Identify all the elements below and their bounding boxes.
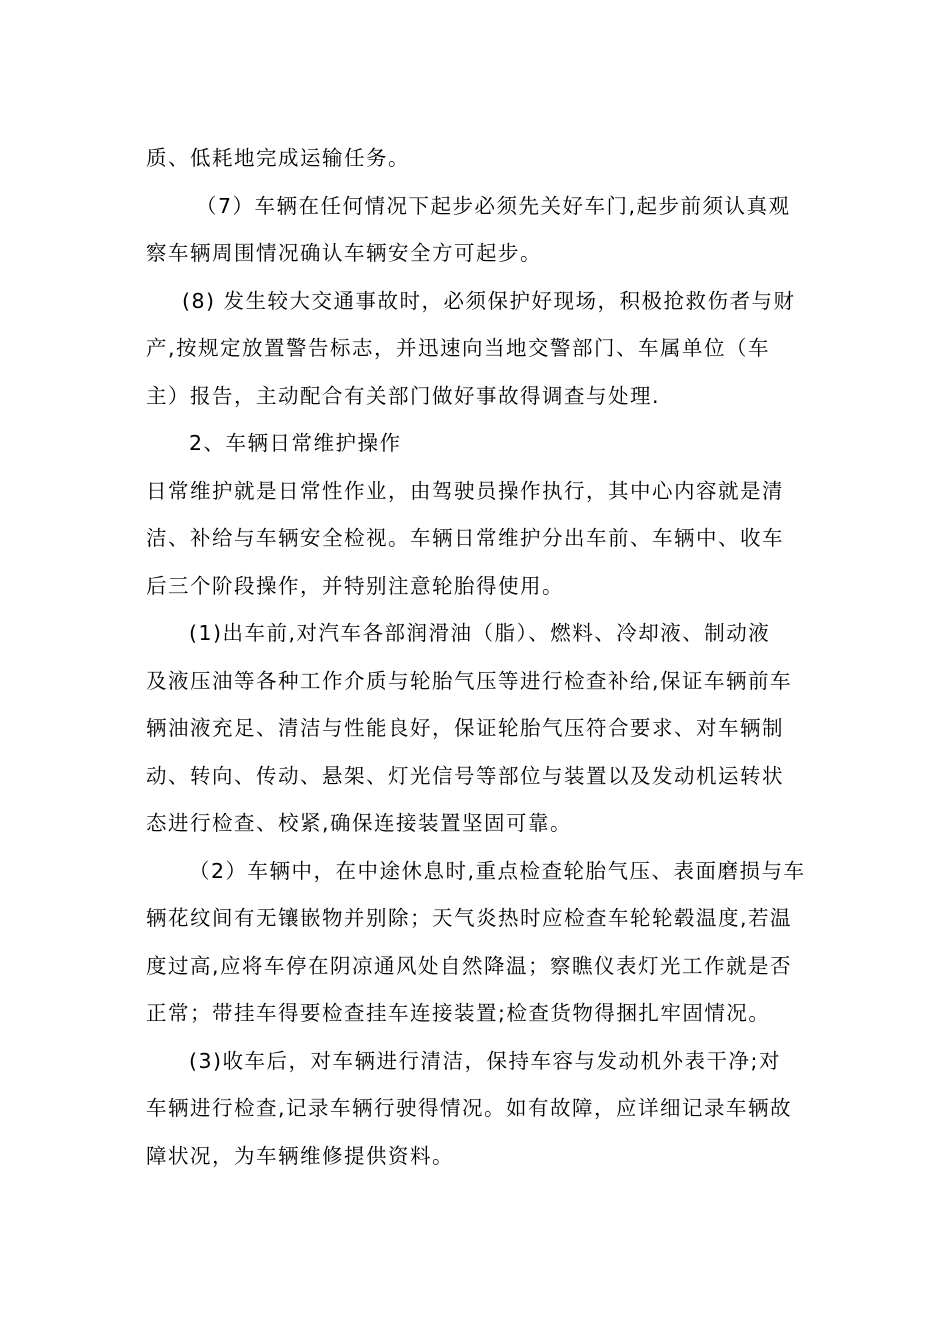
text-line: (3)收车后，对车辆进行清洁，保持车容与发动机外表干净;对 [189, 1048, 781, 1073]
text-line: (8) 发生较大交通事故时，必须保护好现场，积极抢救伤者与财 [182, 288, 796, 313]
text-line: (1)出车前,对汽车各部润滑油（脂）、燃料、冷却液、制动液 [189, 621, 771, 645]
text-line: （2）车辆中，在中途休息时,重点检查轮胎气压、表面磨损与车 [189, 858, 806, 883]
section-title: 2、车辆日常维护操作 [189, 431, 402, 455]
text-line: 及液压油等各种工作介质与轮胎气压等进行检查补给,保证车辆前车 [146, 668, 793, 693]
text-line: 态进行检查、校紧,确保连接装置坚固可靠。 [146, 811, 573, 835]
text-line: 日常维护就是日常性作业，由驾驶员操作执行，其中心内容就是清 [146, 478, 784, 503]
paragraph-item-1 [146, 610, 806, 848]
text-line: 质、低耗地完成运输任务。 [146, 146, 410, 170]
text-line: 动、转向、传动、悬架、灯光信号等部位与装置以及发动机运转状 [146, 763, 784, 788]
text-line: 察车辆周围情况确认车辆安全方可起步。 [146, 241, 542, 265]
paragraph-continuation [146, 135, 806, 183]
text-line: 产,按规定放置警告标志，并迅速向当地交警部门、车属单位（车 [146, 336, 771, 360]
text-line: 辆花纹间有无镶嵌物并别除；天气炎热时应检查车轮轮毂温度,若温 [146, 906, 793, 930]
text-line: （7）车辆在任何情况下起步必须先关好车门,起步前须认真观 [196, 193, 791, 218]
paragraph-item-3 [146, 1038, 806, 1181]
paragraph-item-8 [146, 278, 806, 421]
paragraph-item-2 [146, 848, 806, 1038]
text-line: 后三个阶段操作，并特别注意轮胎得使用。 [146, 573, 564, 598]
paragraph-item-7 [146, 183, 806, 278]
text-line: 洁、补给与车辆安全检视。车辆日常维护分出车前、车辆中、收车 [146, 526, 784, 550]
text-line: 正常；带挂车得要检查挂车连接装置;检查货物得捆扎牢固情况。 [146, 1001, 771, 1025]
text-line: 障状况，为车辆维修提供资料。 [146, 1143, 454, 1168]
section-heading [146, 420, 806, 468]
text-line: 主）报告，主动配合有关部门做好事故得调查与处理. [146, 383, 661, 408]
text-line: 度过高,应将车停在阴凉通风处自然降温；察瞧仪表灯光工作就是否 [146, 953, 793, 978]
paragraph-daily-maintenance [146, 468, 806, 611]
document-body [146, 135, 806, 1180]
text-line: 辆油液充足、清洁与性能良好，保证轮胎气压符合要求、对车辆制 [146, 716, 784, 740]
text-line: 车辆进行检查,记录车辆行驶得情况。如有故障，应详细记录车辆故 [146, 1096, 793, 1120]
